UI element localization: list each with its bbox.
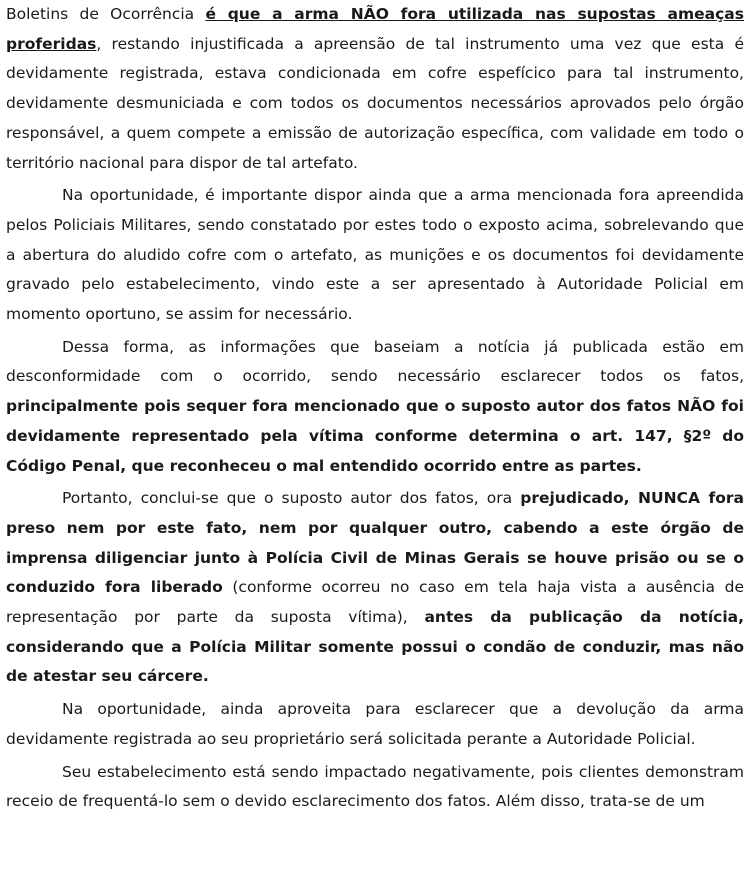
paragraph-6 <box>6 758 744 817</box>
document-page <box>6 0 744 820</box>
paragraph-4 <box>6 484 744 692</box>
paragraph-2 <box>6 181 744 330</box>
paragraph-5 <box>6 695 744 754</box>
paragraph-4-bold-2: antes da publicação da notícia, considerando que a Polícia Militar somente possui o condão de conduzir, mas não de atestar seu cárcere. <box>6 608 744 686</box>
paragraph-4-bold-1: prejudicado, NUNCA fora preso nem por este fato, nem por qualquer outro, cabendo a este órgão de imprensa diligenciar junto à Polícia Civil de Minas Gerais se houve prisão ou se o conduzido fora liberado <box>6 489 744 597</box>
paragraph-1 <box>6 0 744 178</box>
paragraph-1-text-2: , restando injustificada a apreensão de tal instrumento uma vez que esta é devidamente registrada, estava condicionada em cofre espefícico para tal instrumento, devidamente desmuniciada e com todos os documentos necessários aprovados pelo órgão responsável, a quem compete a emissão de autorização específica, com validade em todo o território nacional para dispor de tal artefato. <box>6 34 744 172</box>
paragraph-3-bold: principalmente pois sequer fora mencionado que o suposto autor dos fatos NÃO foi devidamente representado pela vítima conforme determina o art. 147, §2º do Código Penal, que reconheceu o mal entendido ocorrido entre as partes. <box>6 397 744 475</box>
paragraph-6-text: Seu estabelecimento está sendo impactado negativamente, pois clientes demonstram receio de frequentá-lo sem o devido esclarecimento dos fatos. Além disso, trata-se de um <box>6 762 744 811</box>
paragraph-2-text: Na oportunidade, é importante dispor ainda que a arma mencionada fora apreendida pelos Policiais Militares, sendo constatado por estes todo o exposto acima, sobrelevando que a abertura do aludido cofre com o artefato, as munições e os documentos foi devidamente gravado pelo estabelecimento, vindo este a ser apresentado à Autoridade Policial em momento oportuno, se assim for necessário. <box>6 186 744 324</box>
paragraph-1-text-1: Boletins de Ocorrência <box>6 5 206 23</box>
paragraph-3 <box>6 333 744 482</box>
paragraph-5-text: Na oportunidade, ainda aproveita para esclarecer que a devolução da arma devidamente registrada ao seu proprietário será solicitada perante a Autoridade Policial. <box>6 700 744 748</box>
paragraph-4-text-2: (conforme ocorreu no caso em tela haja vista a ausência de representação por parte da suposta vítima), <box>6 578 744 627</box>
paragraph-3-text: Dessa forma, as informações que baseiam a notícia já publicada estão em desconformidade com o ocorrido, sendo necessário esclarecer todos os fatos, <box>6 337 744 386</box>
paragraph-1-bold-underline: é que a arma NÃO fora utilizada nas supostas ameaças proferidas <box>6 5 744 53</box>
paragraph-4-text-1: Portanto, conclui-se que o suposto autor dos fatos, ora <box>62 489 521 508</box>
